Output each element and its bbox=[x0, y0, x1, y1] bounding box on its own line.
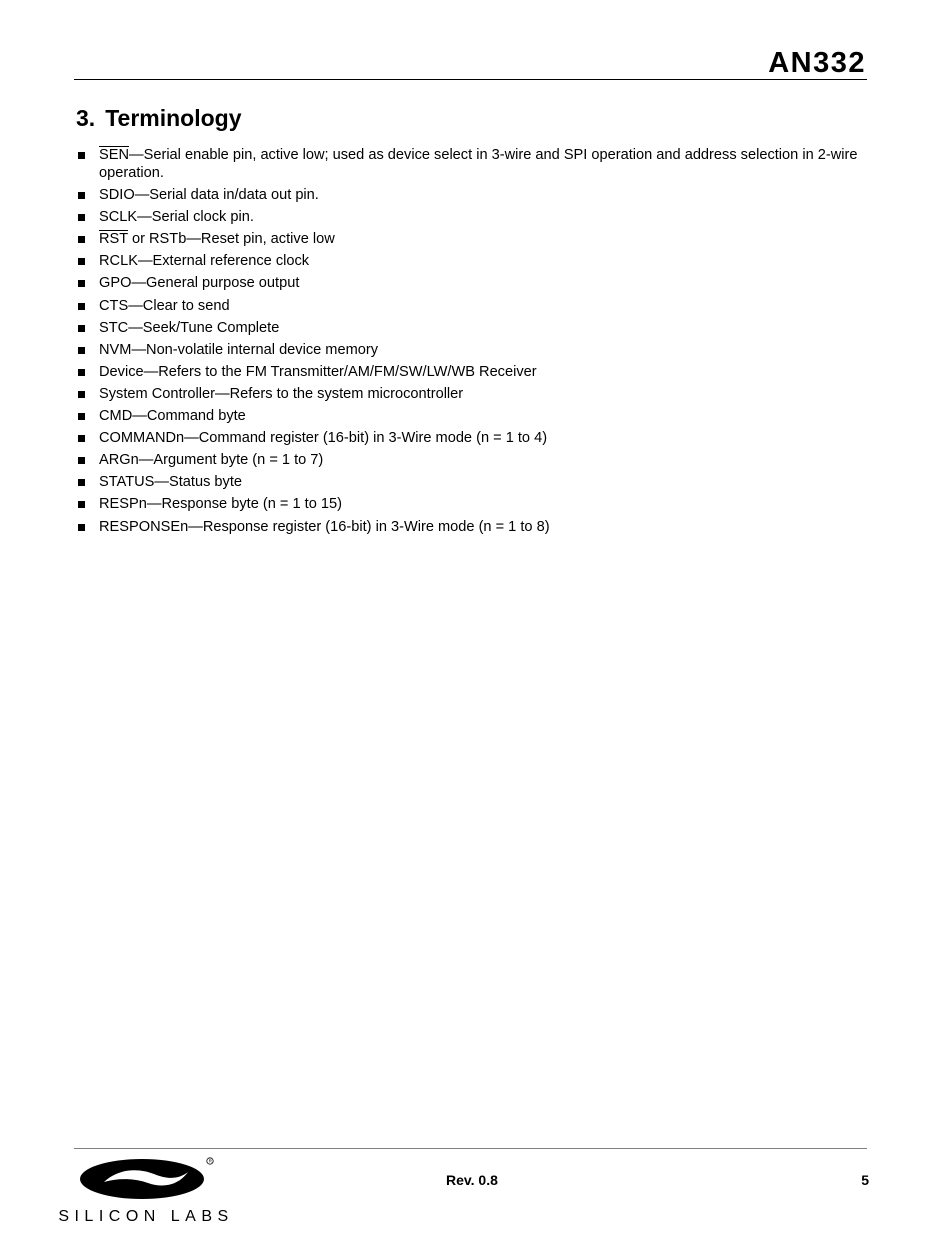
section-number: 3. bbox=[76, 105, 96, 131]
term-name: RESPONSEn bbox=[99, 518, 189, 535]
term-description: —Argument byte (n = 1 to 7) bbox=[138, 452, 324, 469]
square-bullet-icon bbox=[78, 479, 85, 486]
term-item-rst bbox=[76, 230, 876, 248]
term-item-responsen bbox=[76, 518, 876, 536]
term-description: —Clear to send bbox=[128, 297, 230, 314]
square-bullet-icon bbox=[78, 435, 85, 442]
term-item-argn bbox=[76, 451, 876, 469]
footer-divider bbox=[74, 1148, 867, 1149]
term-item-rclk bbox=[76, 252, 876, 270]
square-bullet-icon bbox=[78, 413, 85, 420]
term-description: or RSTb—Reset pin, active low bbox=[127, 231, 335, 248]
term-description: —Response register (16-bit) in 3-Wire mode (n = 1 to 8) bbox=[188, 518, 550, 535]
terminology-list bbox=[76, 146, 876, 540]
term-item-status bbox=[76, 473, 876, 491]
square-bullet-icon bbox=[78, 280, 85, 287]
term-name: ARGn bbox=[99, 452, 139, 469]
term-name: RCLK bbox=[99, 253, 138, 270]
term-item-cts bbox=[76, 297, 876, 315]
term-description: —External reference clock bbox=[137, 253, 310, 270]
square-bullet-icon bbox=[78, 258, 85, 265]
revision-label: Rev. 0.8 bbox=[446, 1172, 498, 1188]
term-description: —Serial enable pin, active low; used as device select in 3-wire and SPI operation and address selection in 2-wire operation. bbox=[99, 147, 858, 181]
square-bullet-icon bbox=[78, 192, 85, 199]
document-id: AN332 bbox=[768, 47, 866, 79]
term-name: SCLK bbox=[99, 209, 138, 226]
term-description: —Seek/Tune Complete bbox=[128, 319, 280, 336]
term-description: —Status byte bbox=[154, 474, 243, 491]
square-bullet-icon bbox=[78, 325, 85, 332]
square-bullet-icon bbox=[78, 214, 85, 221]
term-name: NVM bbox=[99, 341, 132, 358]
term-name: STC bbox=[99, 319, 129, 336]
square-bullet-icon bbox=[78, 369, 85, 376]
term-name: $\overline{RST}$ bbox=[99, 231, 128, 248]
page-number: 5 bbox=[861, 1172, 869, 1188]
square-bullet-icon bbox=[78, 303, 85, 310]
term-description: —Serial clock pin. bbox=[137, 209, 254, 226]
term-item-system-controller bbox=[76, 385, 876, 403]
term-item-cmd bbox=[76, 407, 876, 425]
term-name: COMMANDn bbox=[99, 430, 185, 447]
term-item-sclk bbox=[76, 208, 876, 226]
square-bullet-icon bbox=[78, 391, 85, 398]
term-name: System Controller bbox=[99, 385, 215, 402]
section-heading bbox=[76, 104, 242, 132]
term-description: —Command register (16-bit) in 3-Wire mode (n = 1 to 4) bbox=[184, 430, 548, 447]
term-name: GPO bbox=[99, 275, 132, 292]
term-item-device bbox=[76, 363, 876, 381]
silicon-labs-logo bbox=[58, 1155, 234, 1225]
term-description: —Refers to the system microcontroller bbox=[214, 385, 464, 402]
term-item-sen bbox=[76, 146, 876, 182]
term-description: —Response byte (n = 1 to 15) bbox=[146, 496, 342, 513]
term-item-respn bbox=[76, 495, 876, 513]
svg-text:R: R bbox=[208, 1158, 212, 1164]
term-name: Device bbox=[99, 363, 144, 380]
term-name: CMD bbox=[99, 408, 133, 425]
logo-wordmark: SILICON LABS bbox=[58, 1208, 234, 1225]
term-description: —Non-volatile internal device memory bbox=[131, 341, 379, 358]
term-name: SDIO bbox=[99, 187, 135, 204]
term-item-nvm bbox=[76, 341, 876, 359]
header-divider bbox=[74, 79, 867, 80]
square-bullet-icon bbox=[78, 236, 85, 243]
square-bullet-icon bbox=[78, 152, 85, 159]
term-item-stc bbox=[76, 319, 876, 337]
term-item-commandn bbox=[76, 429, 876, 447]
term-description: —Serial data in/data out pin. bbox=[134, 187, 319, 204]
term-name: CTS bbox=[99, 297, 129, 314]
term-item-gpo bbox=[76, 274, 876, 292]
term-description: —Command byte bbox=[132, 408, 246, 425]
term-name: $\overline{SEN}$ bbox=[99, 147, 130, 163]
square-bullet-icon bbox=[78, 457, 85, 464]
term-name: STATUS bbox=[99, 474, 155, 491]
term-item-sdio bbox=[76, 186, 876, 204]
term-description: —General purpose output bbox=[131, 275, 300, 292]
term-description: —Refers to the FM Transmitter/AM/FM/SW/LW/WB Receiver bbox=[143, 363, 537, 380]
square-bullet-icon bbox=[78, 501, 85, 508]
term-name: RESPn bbox=[99, 496, 147, 513]
square-bullet-icon bbox=[78, 524, 85, 531]
section-title: Terminology bbox=[105, 105, 242, 131]
square-bullet-icon bbox=[78, 347, 85, 354]
